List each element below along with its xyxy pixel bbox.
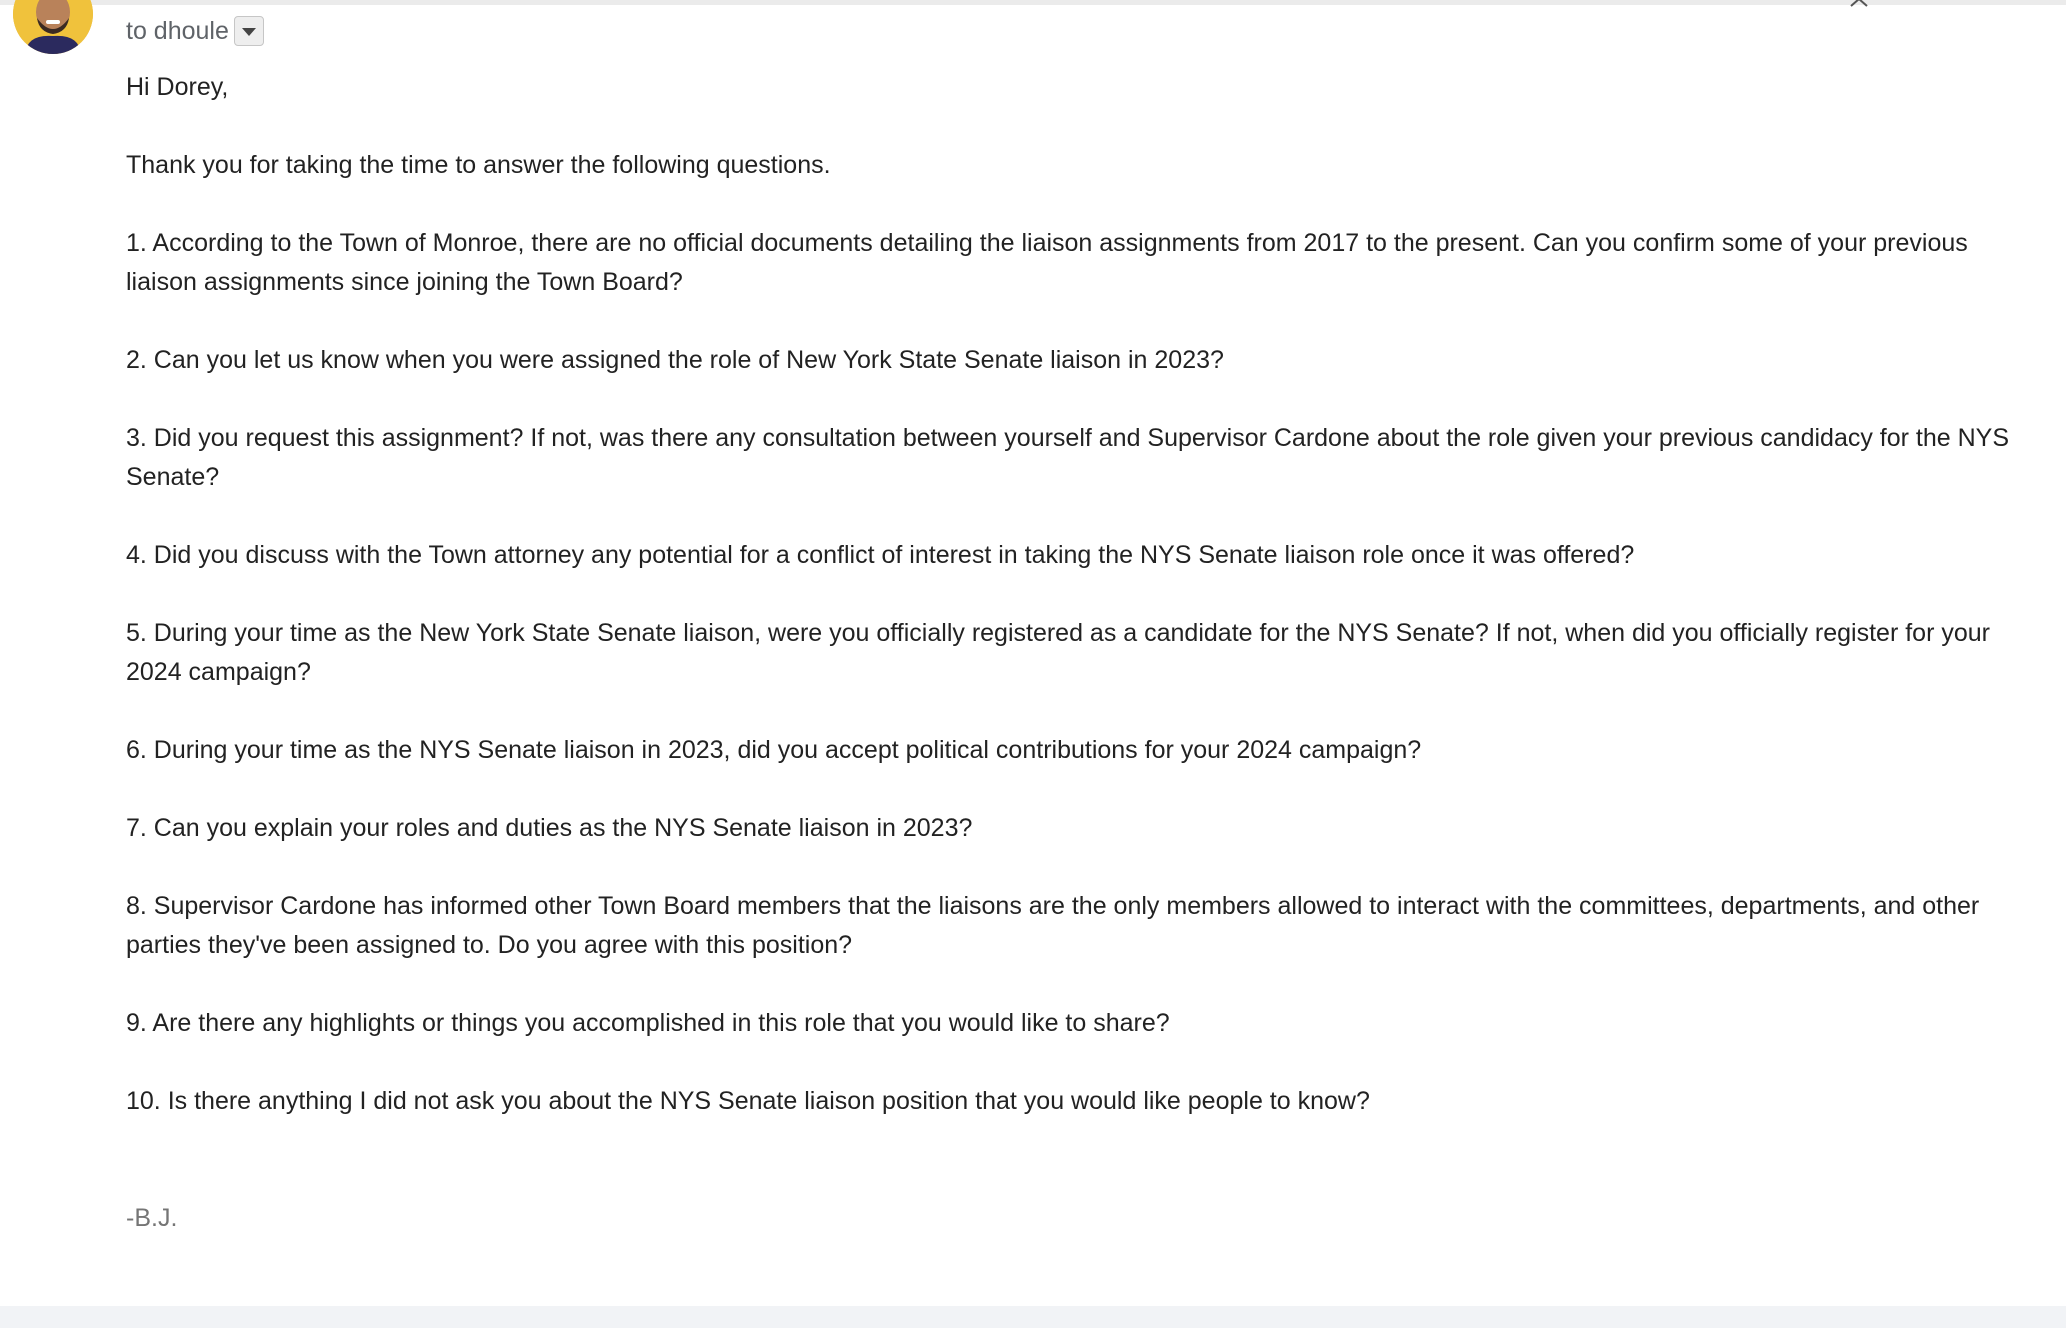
question-10: 10. Is there anything I did not ask you about the NYS Senate liaison position that you would like people to know? (126, 1087, 1370, 1115)
sender-avatar[interactable] (13, 0, 93, 54)
question-9: 9. Are there any highlights or things you accomplished in this role that you would like to share? (126, 1009, 1170, 1037)
footer-band (0, 1306, 2066, 1328)
question-4: 4. Did you discuss with the Town attorney any potential for a conflict of interest in taking the NYS Senate liaison role once it was offered? (126, 541, 1635, 569)
chevron-down-icon (242, 28, 256, 36)
intro-text: Thank you for taking the time to answer the following questions. (126, 151, 831, 179)
question-7: 7. Can you explain your roles and duties as the NYS Senate liaison in 2023? (126, 814, 973, 842)
question-1: 1. According to the Town of Monroe, there are no official documents detailing the liaison assignments from 2017 to the present. Can you confirm some of your previous liaison assignments since joining the Town Board? (126, 229, 1968, 296)
show-details-button[interactable] (234, 16, 264, 46)
recipient-row (126, 14, 264, 48)
avatar-face-icon (13, 0, 93, 54)
question-3: 3. Did you request this assignment? If not, was there any consultation between yourself and Supervisor Cardone about the role given your previous candidacy for the NYS Senate? (126, 424, 2010, 491)
message-body (126, 68, 2026, 1160)
question-6: 6. During your time as the NYS Senate liaison in 2023, did you accept political contributions for your 2024 campaign? (126, 736, 1422, 764)
question-5: 5. During your time as the New York State Senate liaison, were you officially registered as a candidate for the NYS Senate? If not, when did you officially register for your 2024 campaign? (126, 619, 1990, 686)
signature-text: -B.J. (126, 1204, 178, 1232)
top-divider (0, 0, 2066, 5)
greeting-text: Hi Dorey, (126, 73, 229, 101)
chevron-up-icon[interactable] (1848, 0, 1870, 8)
question-2: 2. Can you let us know when you were assigned the role of New York State Senate liaison in 2023? (126, 346, 1224, 374)
question-8: 8. Supervisor Cardone has informed other Town Board members that the liaisons are the only members allowed to interact with the committees, departments, and other parties they've been assigned to. Do you agree with this position? (126, 892, 1980, 959)
recipient-label: to dhoule (126, 17, 229, 45)
